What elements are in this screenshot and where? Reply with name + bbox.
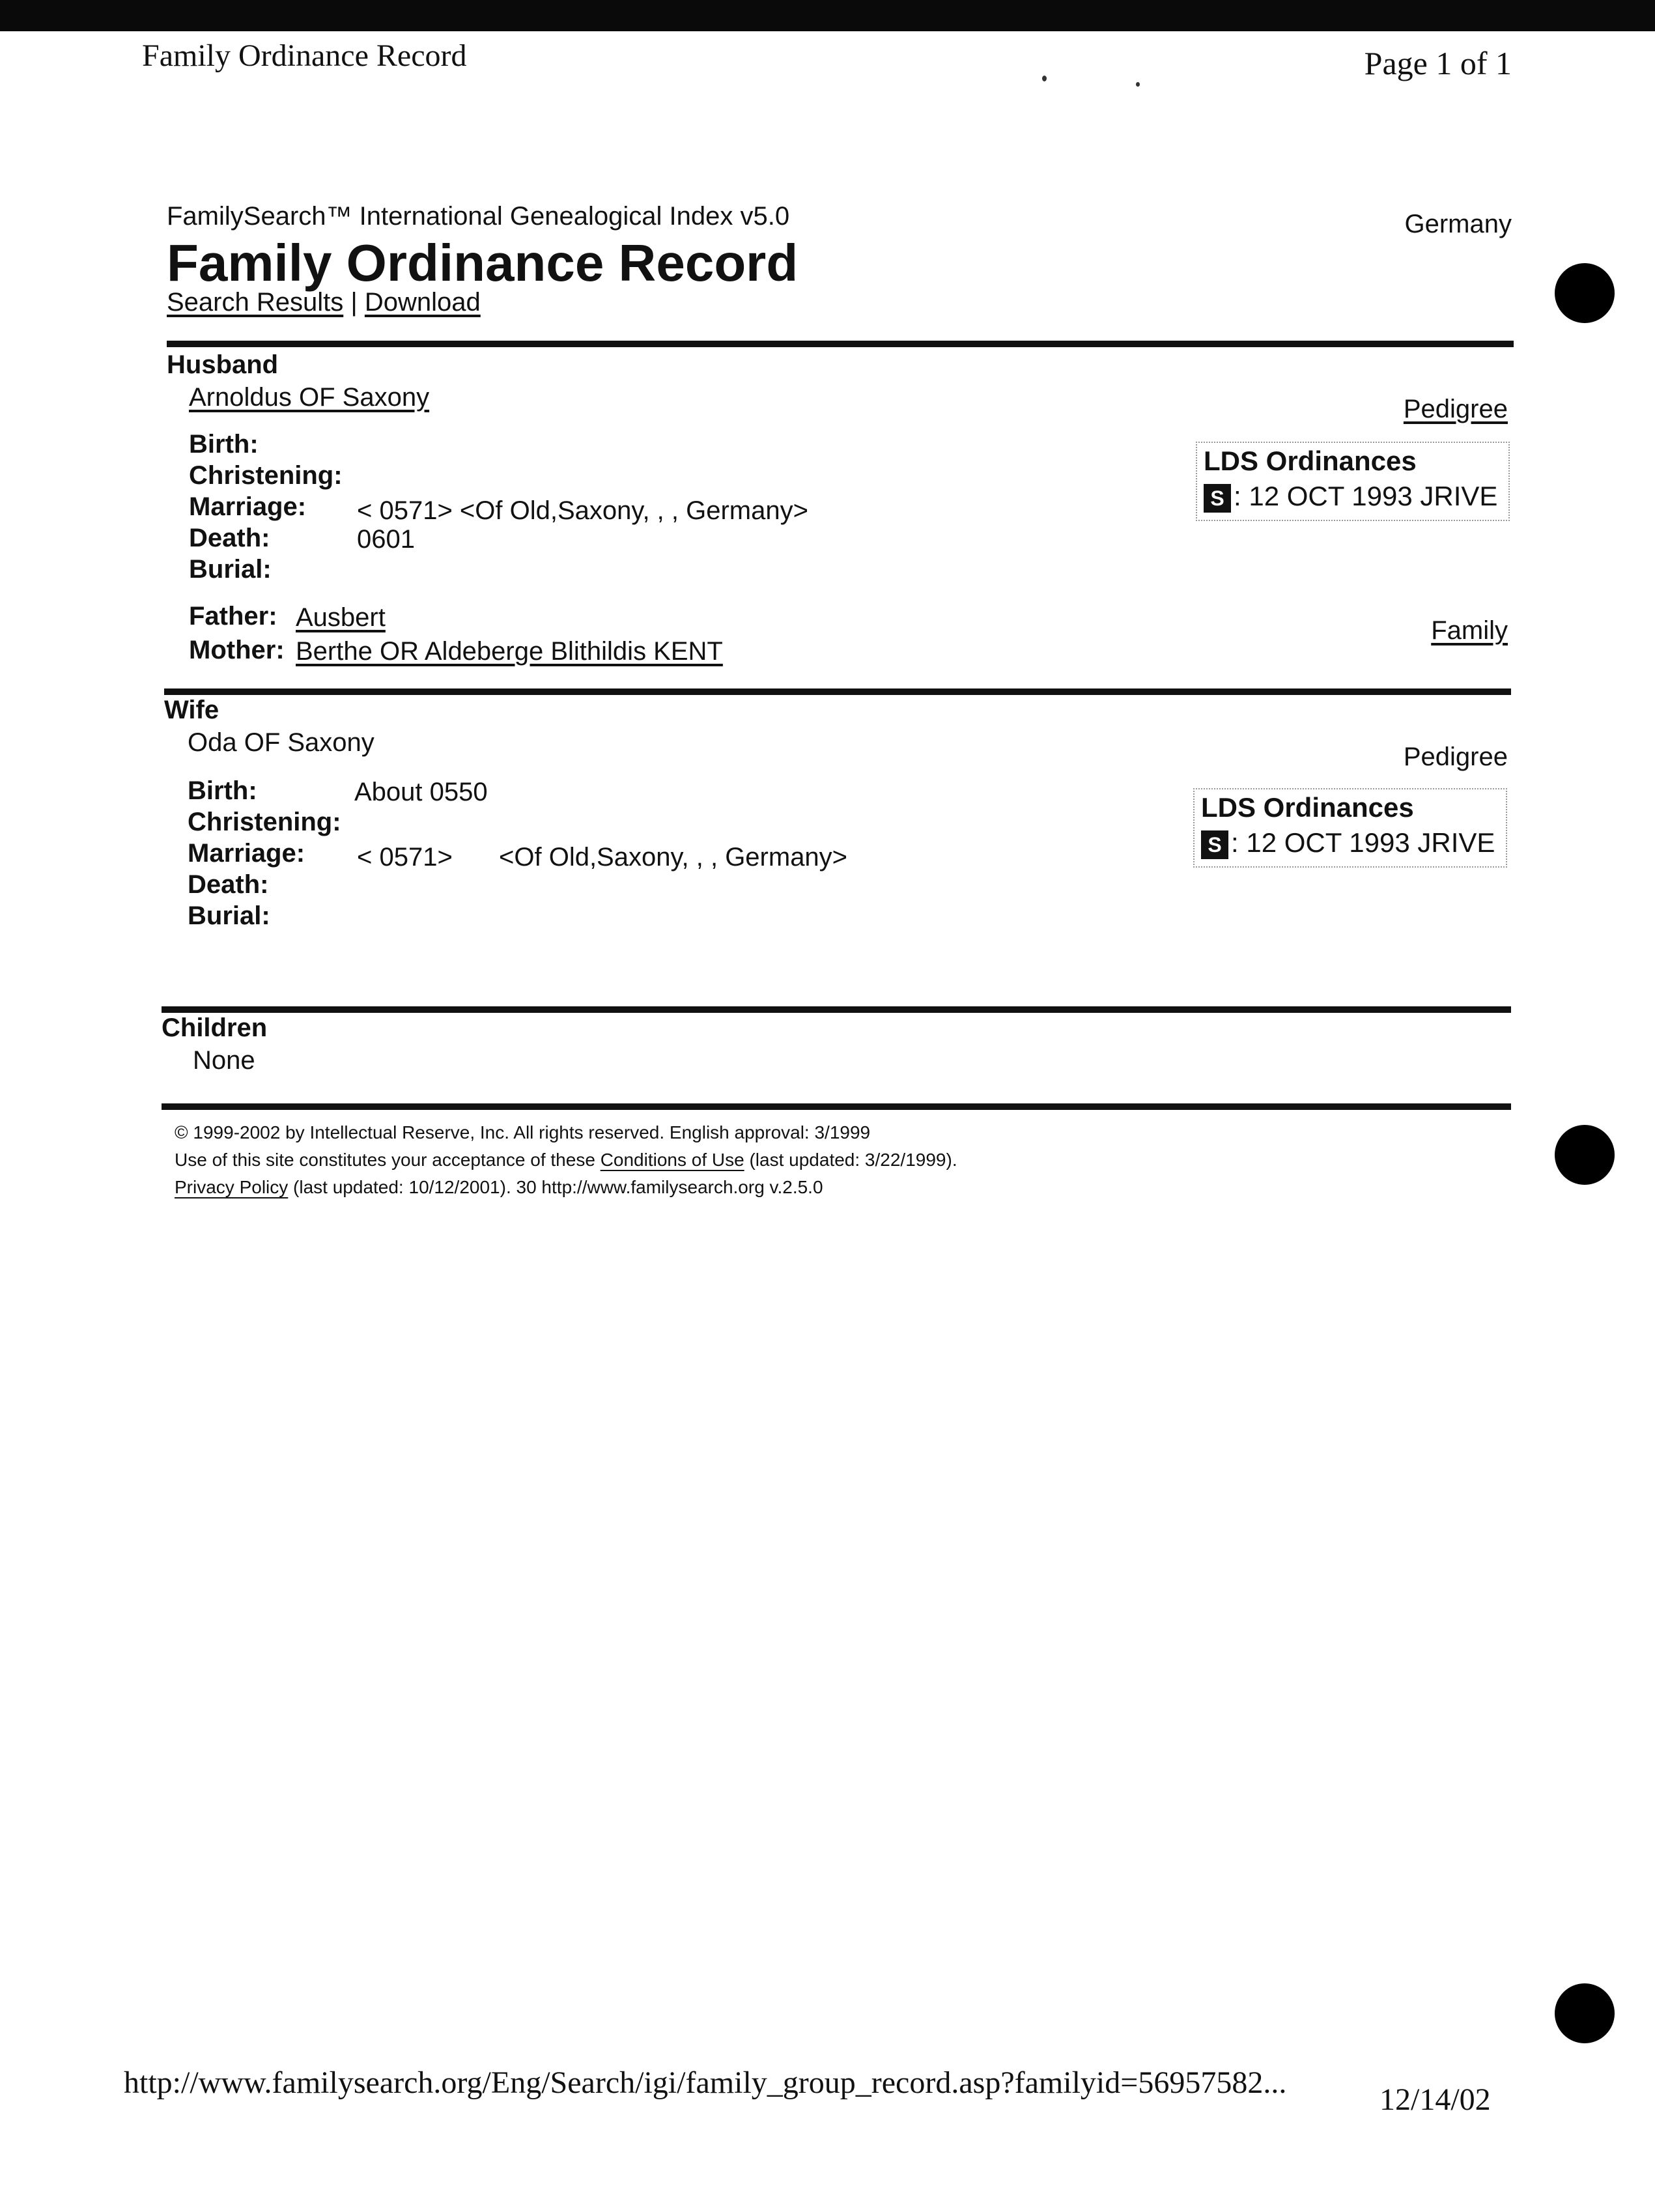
wife-death-label: Death: xyxy=(188,870,269,899)
divider xyxy=(162,1103,1511,1110)
husband-marriage-value: < 0571> <Of Old,Saxony, , , Germany> xyxy=(357,496,808,525)
divider xyxy=(164,688,1511,695)
husband-death-label: Death: xyxy=(189,524,270,552)
mother-name-link[interactable]: Berthe OR Aldeberge Blithildis KENT xyxy=(296,637,723,666)
conditions-of-use-link[interactable]: Conditions of Use xyxy=(600,1150,744,1170)
husband-christening-label: Christening: xyxy=(189,461,343,490)
print-header-title: Family Ordinance Record xyxy=(142,38,467,73)
mother-label: Mother: xyxy=(189,636,285,664)
husband-heading: Husband xyxy=(167,350,279,379)
breadcrumb xyxy=(167,288,481,317)
wife-name: Oda OF Saxony xyxy=(188,728,375,757)
divider xyxy=(162,1006,1511,1013)
search-results-link[interactable]: Search Results xyxy=(167,288,344,317)
divider xyxy=(167,341,1514,347)
punch-hole xyxy=(1555,1125,1615,1185)
scan-top-edge xyxy=(0,0,1655,31)
husband-name-link[interactable]: Arnoldus OF Saxony xyxy=(189,383,430,412)
children-value: None xyxy=(193,1046,255,1075)
terms-updated-text: (last updated: 3/22/1999). xyxy=(744,1150,957,1170)
husband-burial-label: Burial: xyxy=(189,555,272,584)
terms-text: Use of this site constitutes your acceptance of these xyxy=(175,1150,601,1170)
punch-hole xyxy=(1555,263,1615,323)
family-link[interactable]: Family xyxy=(1431,616,1508,645)
lds-ordinance-row xyxy=(1204,481,1497,513)
print-footer-date: 12/14/02 xyxy=(1379,2082,1491,2117)
country-label: Germany xyxy=(1404,210,1512,238)
nav-separator: | xyxy=(350,288,358,317)
wife-birth-value: About 0550 xyxy=(354,778,488,806)
wife-christening-label: Christening: xyxy=(188,808,341,836)
wife-marriage-date: < 0571> xyxy=(357,843,453,872)
husband-pedigree-link[interactable]: Pedigree xyxy=(1403,395,1508,423)
print-footer-url: http://www.familysearch.org/Eng/Search/igi/family_group_record.asp?familyid=56957582... xyxy=(124,2065,1287,2100)
page-title: Family Ordinance Record xyxy=(167,234,799,292)
copyright-line: © 1999-2002 by Intellectual Reserve, Inc. All rights reserved. English approval: 3/1999 xyxy=(175,1122,871,1142)
lds-ordinance-row xyxy=(1201,827,1495,859)
wife-marriage-place: <Of Old,Saxony, , , Germany> xyxy=(499,843,848,872)
father-name-link[interactable]: Ausbert xyxy=(296,603,386,632)
site-footer xyxy=(175,1119,957,1201)
wife-lds-ordinances-box xyxy=(1193,788,1507,868)
lds-ordinance-value: : 12 OCT 1993 JRIVE xyxy=(1231,827,1495,858)
scan-speck xyxy=(1042,76,1047,81)
sealing-badge-icon: S xyxy=(1204,484,1231,513)
wife-marriage-label: Marriage: xyxy=(188,839,305,868)
print-page-number: Page 1 of 1 xyxy=(1364,45,1512,81)
husband-marriage-label: Marriage: xyxy=(189,492,307,521)
wife-burial-label: Burial: xyxy=(188,901,270,930)
privacy-updated-text: (last updated: 10/12/2001). 30 http://www.familysearch.org v.2.5.0 xyxy=(288,1177,823,1197)
lds-ordinance-value: : 12 OCT 1993 JRIVE xyxy=(1234,481,1498,511)
site-subtitle: FamilySearch™ International Genealogical Index v5.0 xyxy=(167,202,790,231)
husband-lds-ordinances-box xyxy=(1196,442,1510,521)
lds-ordinances-title: LDS Ordinances xyxy=(1201,792,1414,823)
download-link[interactable]: Download xyxy=(364,288,481,317)
privacy-policy-link[interactable]: Privacy Policy xyxy=(175,1177,289,1197)
father-label: Father: xyxy=(189,602,277,631)
privacy-line xyxy=(175,1174,957,1201)
wife-heading: Wife xyxy=(164,696,219,724)
sealing-badge-icon: S xyxy=(1201,830,1228,859)
terms-line xyxy=(175,1146,957,1174)
husband-death-value: 0601 xyxy=(357,525,415,554)
lds-ordinances-title: LDS Ordinances xyxy=(1204,446,1417,476)
husband-birth-label: Birth: xyxy=(189,430,259,459)
scan-speck xyxy=(1136,82,1140,87)
children-heading: Children xyxy=(162,1014,268,1042)
punch-hole xyxy=(1555,1983,1615,2043)
wife-birth-label: Birth: xyxy=(188,776,257,805)
wife-pedigree-label: Pedigree xyxy=(1403,743,1508,771)
